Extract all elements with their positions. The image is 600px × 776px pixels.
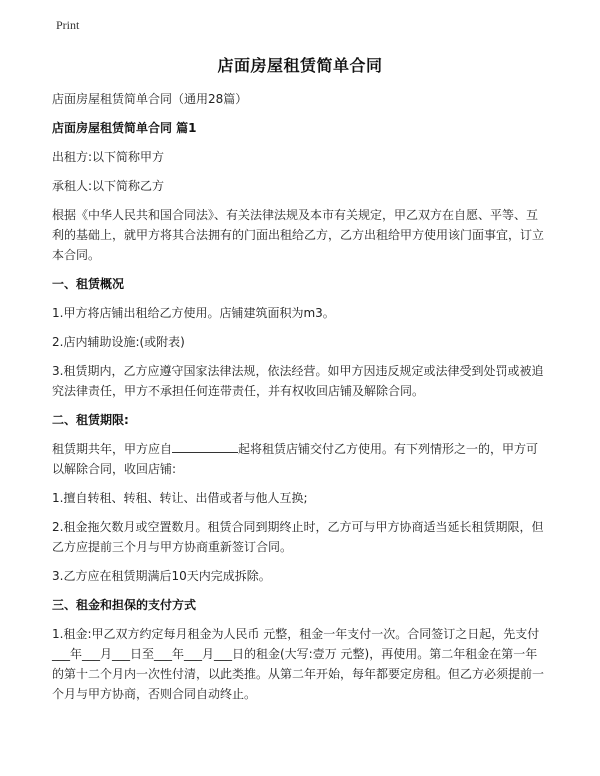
date-blank	[172, 439, 238, 453]
clause3-item1: 1.租金:甲乙双方约定每月租金为人民币 元整，租金一年支付一次。合同签订之日起，先支付___年___月___日至___年___月___日的租金(大写:壹万 元整)，再使用。第二年租金在第一年的第十二个月内一次性付清，以此类推。从第二年开始，每年都要定房租。但乙方必须提前一个月与甲方协商，否则合同自动终止。	[52, 627, 545, 701]
clause1-heading: 一、租赁概况	[52, 277, 125, 291]
clause2-heading: 二、租赁期限:	[52, 413, 129, 427]
clause2-item3: 3.乙方应在租赁期满后10天内完成拆除。	[52, 569, 271, 583]
document-title: 店面房屋租赁简单合同	[217, 56, 383, 75]
clause1-item1: 1.甲方将店铺出租给乙方使用。店铺建筑面积为m3。	[52, 306, 335, 320]
clause1-item3: 3.租赁期内，乙方应遵守国家法律法规，依法经营。如甲方因违反规定或法律受到处罚或被追究法律责任，甲方不承担任何连带责任，并有权收回店铺及解除合同。	[52, 364, 544, 398]
clause2-item2: 2.租金拖欠数月或空置数月。租赁合同到期终止时，乙方可与甲方协商适当延长租赁期限，但乙方应提前三个月与甲方协商重新签订合同。	[52, 520, 544, 554]
section-title: 店面房屋租赁简单合同 篇1	[52, 121, 197, 135]
lessor-line: 出租方:以下简称甲方	[52, 150, 165, 164]
preamble-paragraph: 根据《中华人民共和国合同法》、有关法律法规及本市有关规定，甲乙双方在自愿、平等、互利的基础上，就甲方将其合法拥有的门面出租给乙方，乙方出租给甲方使用该门面事宜，订立本合同。	[52, 208, 545, 262]
clause1-item2: 2.店内辅助设施:(或附表)	[52, 335, 185, 349]
document-subtitle: 店面房屋租赁简单合同（通用28篇）	[52, 92, 248, 106]
clause3-heading: 三、租金和担保的支付方式	[52, 598, 197, 612]
clause2-intro	[52, 439, 548, 479]
clause2-item1: 1.擅自转租、转租、转让、出借或者与他人互换;	[52, 491, 308, 505]
print-link[interactable]: Print	[56, 18, 80, 32]
lessee-line: 承租人:以下简称乙方	[52, 179, 165, 193]
clause2-intro-part-b: 起将租赁店铺交付乙方使用。有下列情形之一的，甲方可以解除合同，收回店铺:	[52, 442, 539, 476]
clause2-intro-part-a: 租赁期共年，甲方应自	[52, 442, 173, 456]
